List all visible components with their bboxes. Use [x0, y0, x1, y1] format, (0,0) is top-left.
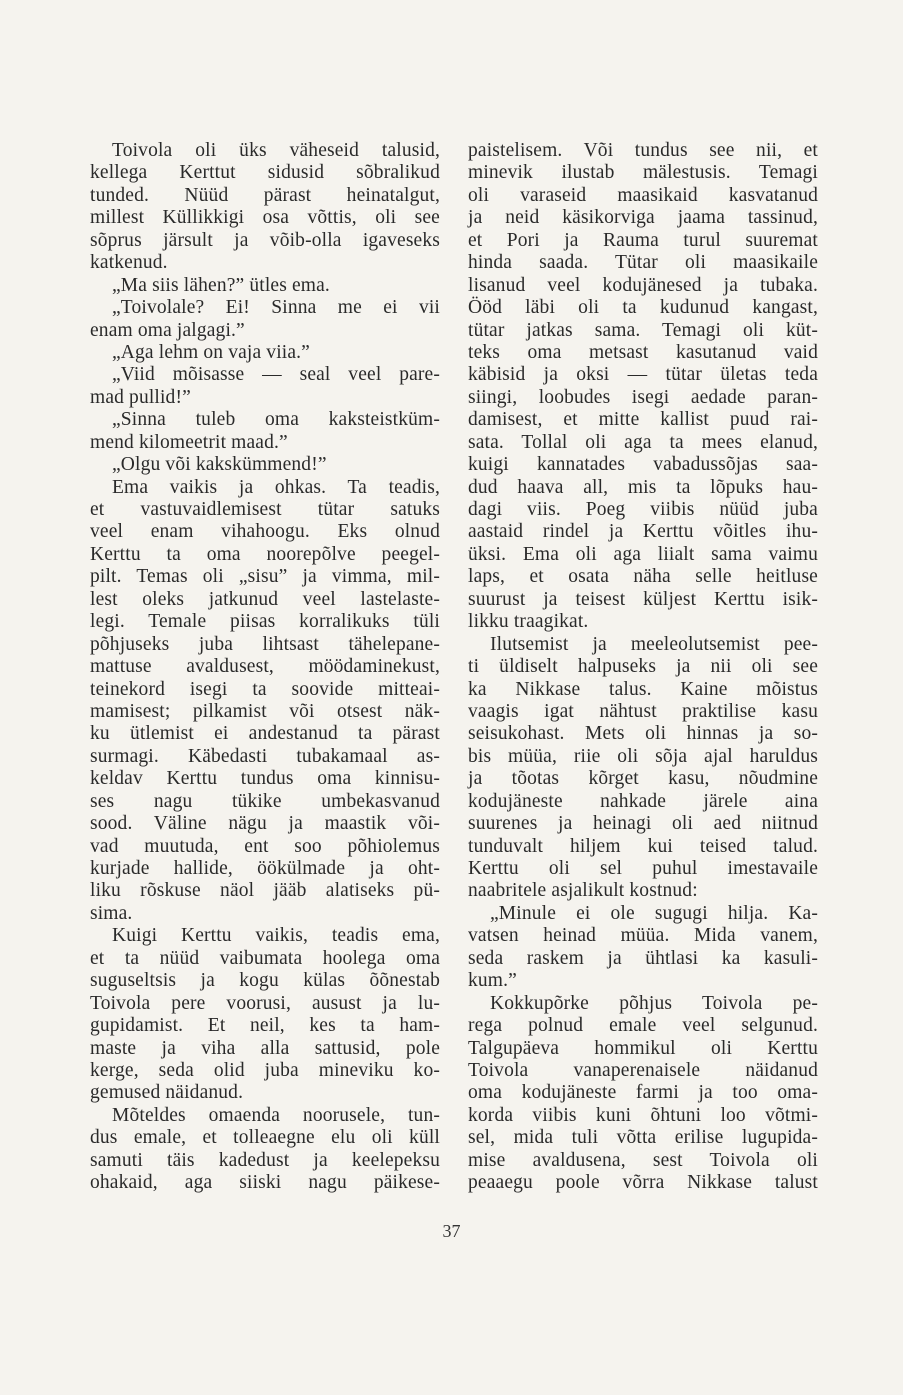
- text-line: käbisid ja oksi — tütar ületas teda: [468, 364, 818, 386]
- text-line: maste ja viha alla sattusid, pole: [90, 1037, 440, 1059]
- text-line: aastaid rindel ja Kerttu võitles ihu-: [468, 521, 818, 543]
- text-line: ses nagu tükike umbekasvanud: [90, 790, 440, 812]
- text-line: seda raskem ja ühtlasi ka kasuli-: [468, 947, 818, 969]
- text-line: Ilutsemist ja meeleolutsemist pee-: [490, 633, 818, 655]
- text-line: naabritele asjalikult kostnud:: [468, 880, 698, 902]
- text-line: pilt. Temas oli „sisu” ja vimma, mil-: [90, 566, 440, 588]
- text-line: sima.: [90, 902, 133, 924]
- text-line: mamisest; pilkamist või otsest näk-: [90, 700, 440, 722]
- text-line: tunded. Nüüd pärast heinatalgut,: [90, 184, 440, 206]
- text-line: Mõteldes omaenda noorusele, tun-: [112, 1104, 440, 1126]
- text-line: Ema vaikis ja ohkas. Ta teadis,: [112, 476, 440, 498]
- text-line: dud haava all, mis ta lõpuks hau-: [468, 476, 818, 498]
- text-line: „Olgu või kakskümmend!”: [112, 454, 327, 476]
- text-line: üksi. Ema oli aga liialt sama vaimu: [468, 543, 818, 565]
- text-line: ohakaid, aga siiski nagu päikese-: [90, 1172, 440, 1194]
- text-line: Toivola pere voorusi, ausust ja lu-: [90, 992, 440, 1014]
- text-line: kurjade hallide, öökülmade ja oht-: [90, 858, 440, 879]
- text-line: paistelisem. Või tundus see nii, et: [468, 140, 818, 161]
- text-line: kum.”: [468, 970, 517, 992]
- text-line: korda viibis kuni õhtuni loo võtmi-: [468, 1104, 818, 1126]
- text-line: katkenud.: [90, 252, 168, 274]
- text-line: hinda saada. Tütar oli maasikaile: [468, 252, 818, 274]
- text-line: suguseltsis ja kogu külas õõnestab: [90, 970, 440, 992]
- text-line: sata. Tollal oli aga ta mees elanud,: [468, 431, 818, 453]
- text-line: „Minule ei ole sugugi hilja. Ka-: [490, 902, 818, 924]
- text-line: „Toivolale? Ei! Sinna me ei vii: [112, 297, 440, 319]
- text-line: kuigi kannatades vabadussõjas saa-: [468, 454, 818, 476]
- text-line: Ööd läbi oli ta kudunud kangast,: [468, 297, 818, 319]
- text-line: siingi, loobudes isegi aedade paran-: [468, 386, 818, 408]
- text-line: damisest, et mitte kallist puud rai-: [468, 409, 818, 431]
- text-line: „Ma siis lähen?” ütles ema.: [112, 274, 330, 296]
- text-line: ku ütlemist ei andestanud ta pärast: [90, 723, 440, 745]
- text-line: surmagi. Käbedasti tubakamaal as-: [90, 745, 440, 767]
- text-line: ka Nikkase talus. Kaine mõistus: [468, 678, 818, 700]
- text-line: mattuse avaldusest, möödaminekust,: [90, 656, 440, 678]
- text-line: Kerttu oli sel puhul imestavaile: [468, 858, 818, 879]
- text-line: gemused näidanud.: [90, 1082, 244, 1104]
- text-line: oma kodujäneste farmi ja too oma-: [468, 1082, 818, 1104]
- text-line: kellega Kerttut sidusid sõbralikud: [90, 162, 440, 184]
- text-line: lisanud veel kodujänesed ja tubaka.: [468, 274, 818, 296]
- text-line: Kuigi Kerttu vaikis, teadis ema,: [112, 925, 440, 947]
- text-line: suurenes ja heinagi oli aed niitnud: [468, 813, 818, 835]
- text-line: minevik ilustab mälestusis. Temagi: [468, 162, 818, 184]
- text-line: likku traagikat.: [468, 611, 589, 633]
- text-line: peaaegu poole võrra Nikkase talust: [468, 1172, 818, 1194]
- text-line: sel, mida tuli võtta erilise lugupida-: [468, 1127, 818, 1149]
- text-line: vaagis igat nähtust praktilise kasu: [468, 700, 818, 722]
- text-line: teinekord isegi ta soovide mitteai-: [90, 678, 440, 700]
- page-number: 37: [442, 1221, 461, 1241]
- text-line: et vastuvaidlemisest tütar satuks: [90, 499, 440, 520]
- text-line: rega polnud emale veel selgunud.: [468, 1015, 818, 1037]
- text-line: suurust ja teisest küljest Kerttu isik-: [468, 588, 818, 610]
- text-line: Talgupäeva hommikul oli Kerttu: [468, 1037, 818, 1059]
- text-line: „Viid mõisasse — seal veel pare-: [112, 364, 440, 386]
- text-line: gupidamist. Et neil, kes ta ham-: [90, 1015, 440, 1037]
- text-line: Toivola oli üks väheseid talusid,: [112, 140, 440, 161]
- text-line: mad pullid!”: [90, 386, 191, 408]
- text-line: kerge, seda olid juba mineviku ko-: [90, 1059, 440, 1081]
- text-line: enam oma jalgagi.”: [90, 319, 245, 341]
- text-line: legi. Temale piisas korralikuks tüli: [90, 611, 440, 633]
- text-line: ja tõotas kõrget kasu, nõudmine: [468, 768, 818, 790]
- text-line: vatsen heinad müüa. Mida vanem,: [468, 925, 818, 947]
- text-line: lest oleks jatkunud veel lastelaste-: [90, 588, 440, 610]
- text-line: vad muutuda, ent soo põhiolemus: [90, 835, 440, 857]
- text-line: keldav Kerttu tundus oma kinnisu-: [90, 768, 440, 790]
- text-line: bis müüa, riie oli sõja ajal haruldus: [468, 745, 818, 767]
- left-text-column: [90, 140, 440, 1195]
- text-line: „Sinna tuleb oma kaksteistküm-: [112, 409, 440, 431]
- text-line: teks oma metsast kasutanud vaid: [468, 341, 818, 363]
- text-line: mend kilomeetrit maad.”: [90, 431, 288, 453]
- text-line: seisukohast. Mets oli hinnas ja so-: [468, 723, 818, 745]
- text-line: kodujäneste nahkade järele aina: [468, 790, 818, 812]
- right-text-column: [468, 140, 818, 1195]
- text-line: dagi viis. Poeg viibis nüüd juba: [468, 499, 818, 520]
- text-line: dus emale, et tolleaegne elu oli küll: [90, 1127, 440, 1149]
- text-line: veel enam vihahoogu. Eks olnud: [90, 521, 440, 543]
- text-line: liku rõskuse näol jääb alatiseks pü-: [90, 880, 440, 902]
- text-line: laps, et osata näha selle heitluse: [468, 566, 818, 588]
- text-line: Kokkupõrke põhjus Toivola pe-: [490, 992, 818, 1014]
- text-line: sõprus järsult ja võib-olla igaveseks: [90, 229, 440, 251]
- text-line: tütar jatkas sama. Temagi oli küt-: [468, 319, 818, 341]
- text-line: samuti täis kadedust ja keelepeksu: [90, 1149, 440, 1171]
- text-line: sood. Väline nägu ja maastik või-: [90, 813, 440, 835]
- text-line: tunduvalt hiljem kui teised talud.: [468, 835, 818, 857]
- text-line: et Pori ja Rauma turul suuremat: [468, 229, 818, 251]
- text-line: „Aga lehm on vaja viia.”: [112, 341, 310, 363]
- text-line: mise avaldusena, sest Toivola oli: [468, 1149, 818, 1171]
- text-line: Toivola vanaperenaisele näidanud: [468, 1059, 818, 1081]
- text-line: Kerttu ta oma noorepõlve peegel-: [90, 543, 440, 565]
- text-line: ti üldiselt halpuseks ja nii oli see: [468, 656, 818, 678]
- text-line: oli varaseid maasikaid kasvatanud: [468, 184, 818, 206]
- text-line: et ta nüüd vaibumata hoolega oma: [90, 947, 440, 969]
- text-line: põhjuseks juba lihtsast tähelepane-: [90, 633, 440, 655]
- text-line: millest Küllikkigi osa võttis, oli see: [90, 207, 440, 229]
- text-line: ja neid käsikorviga jaama tassinud,: [468, 207, 818, 229]
